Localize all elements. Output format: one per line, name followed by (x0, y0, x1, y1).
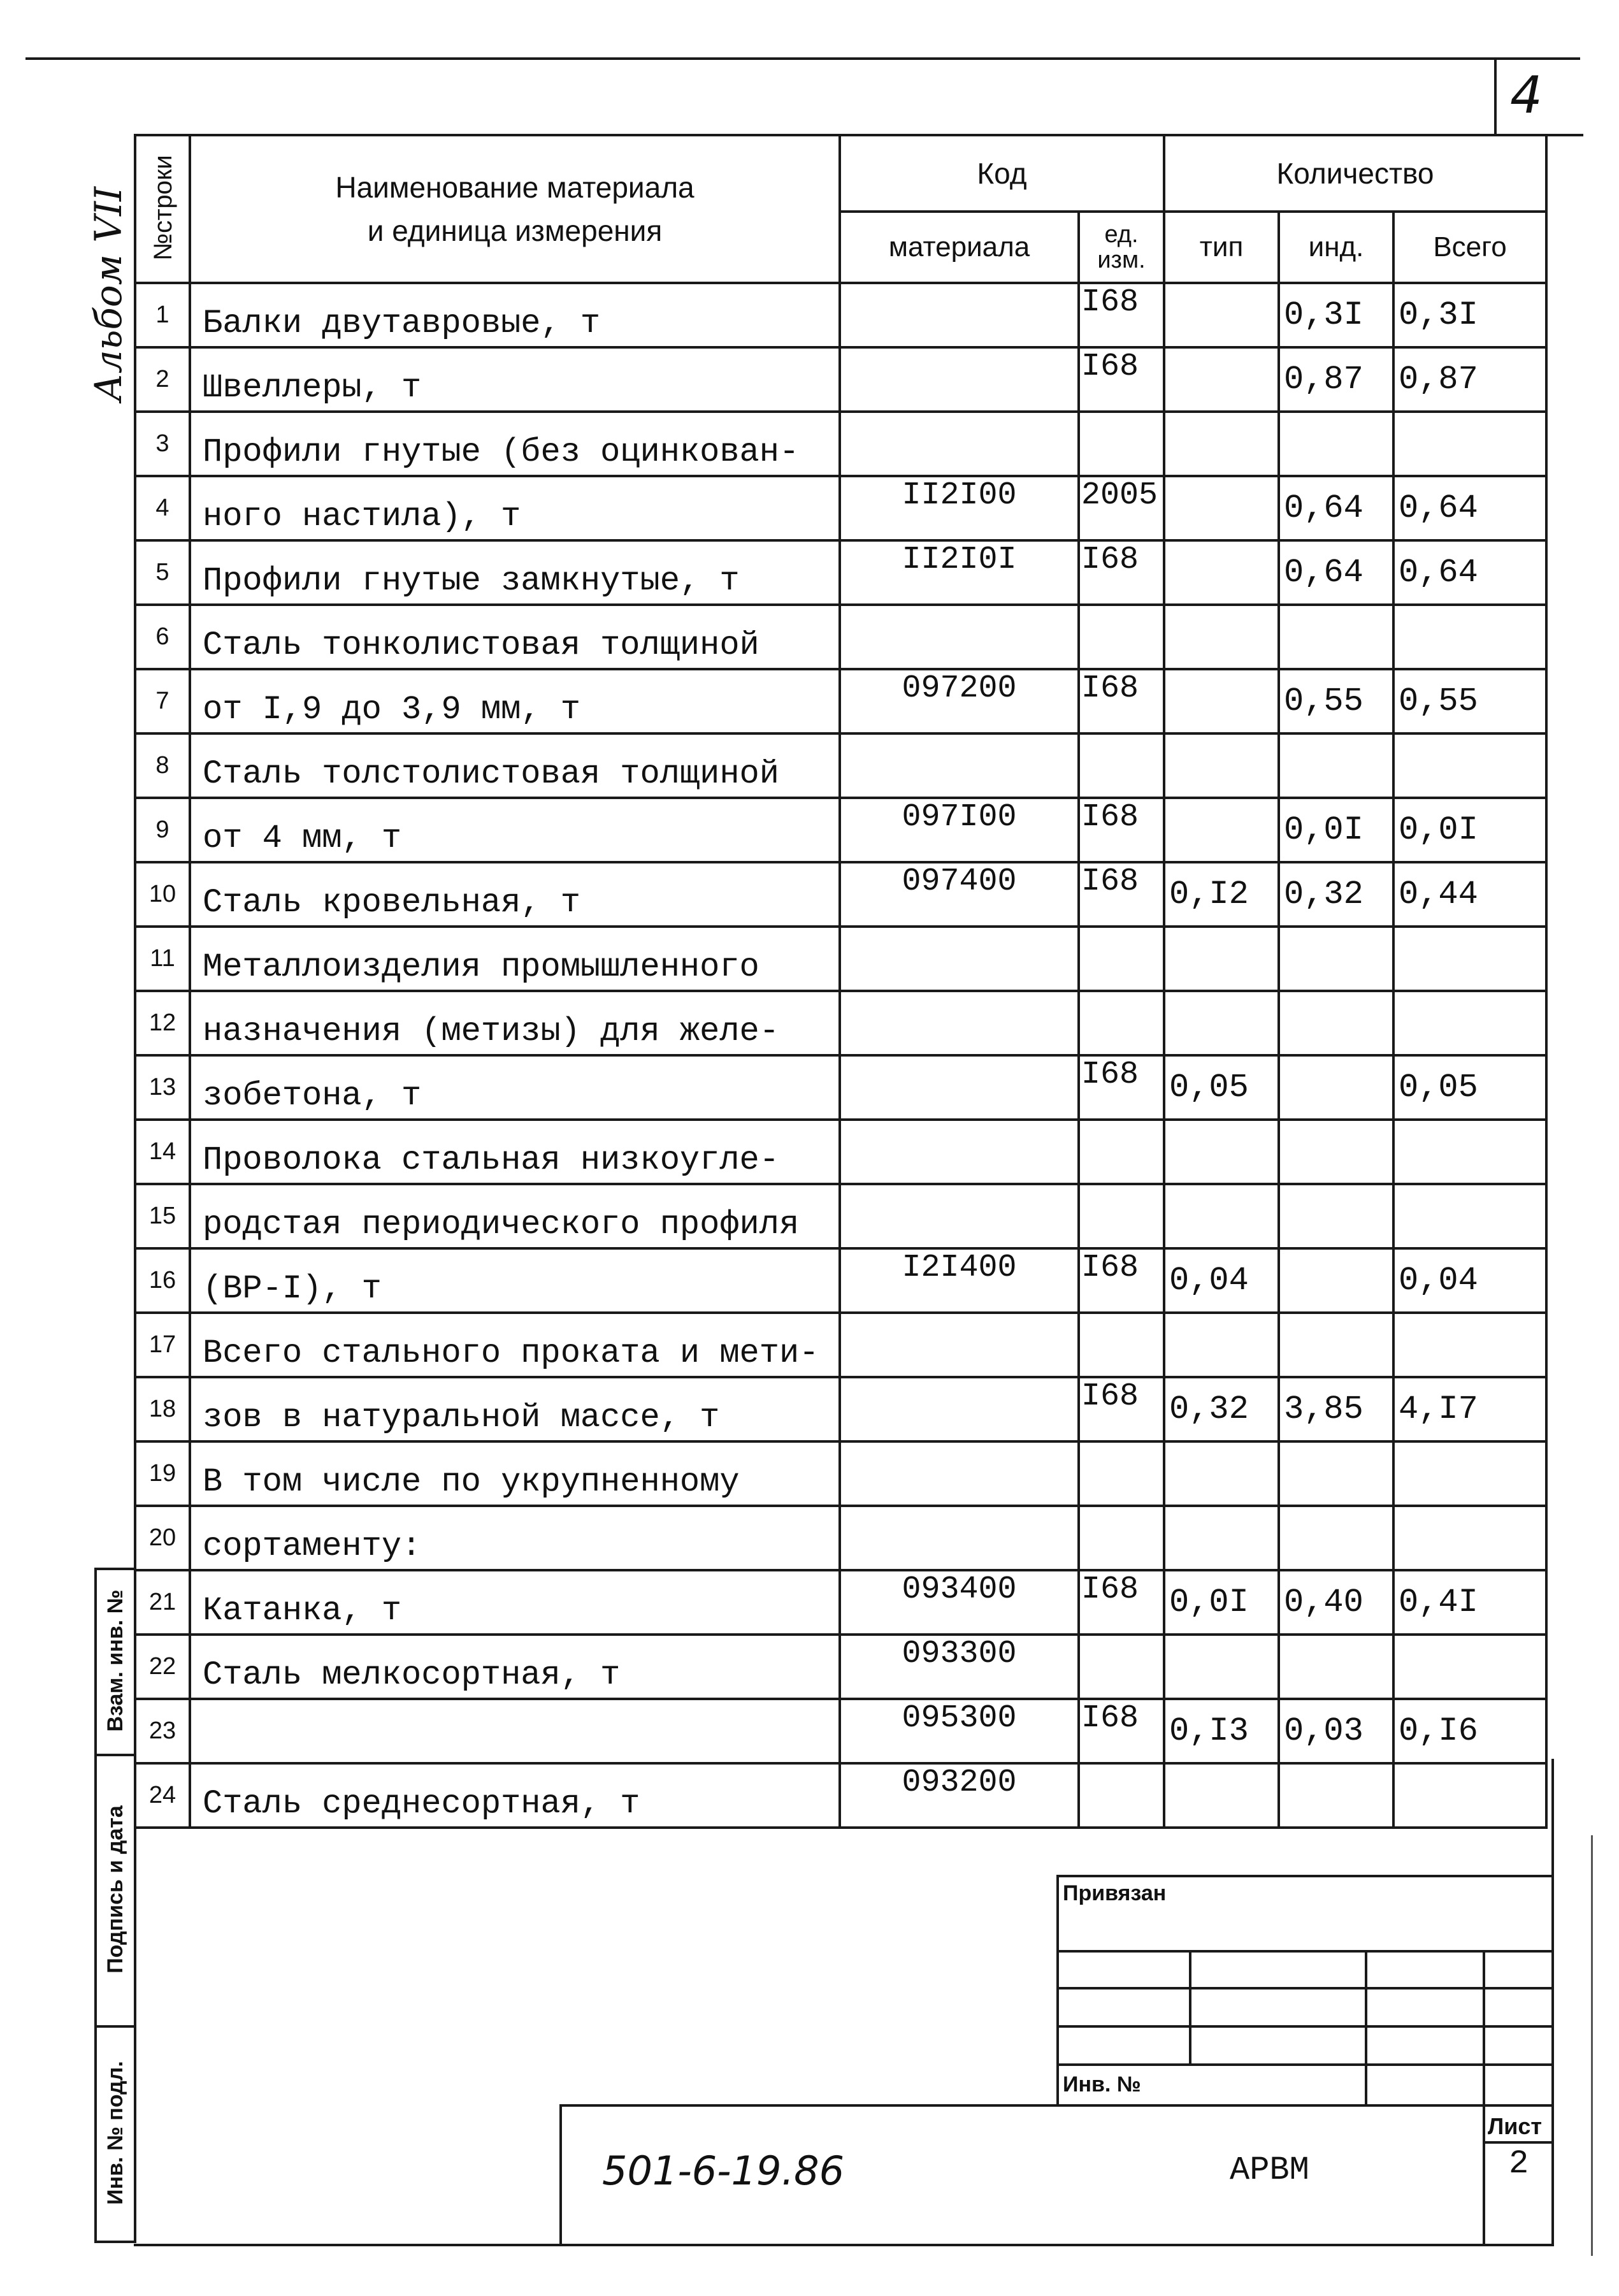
table-row (135, 605, 1546, 669)
material-code (840, 1184, 1079, 1248)
material-code: 093300 (840, 1635, 1079, 1699)
material-code (840, 991, 1079, 1055)
unit-code (1079, 1184, 1164, 1248)
material-name: Сталь толстолистовая толщиной (190, 733, 840, 798)
row-number: 16 (135, 1248, 190, 1313)
sheet-label: Лист (1488, 2113, 1543, 2139)
material-name: Сталь тонколистовая толщиной (190, 605, 840, 669)
table-row (135, 283, 1546, 347)
material-name: назначения (метизы) для желе- (190, 991, 840, 1055)
row-number: 20 (135, 1506, 190, 1570)
table-row (135, 862, 1546, 927)
qty-ind: 0,40 (1279, 1570, 1393, 1635)
tb-h4 (1056, 2063, 1554, 2066)
material-code (840, 412, 1079, 476)
side-stamp-podpis: Подпись и дата (103, 1805, 127, 1974)
qty-ind: 3,85 (1279, 1377, 1393, 1441)
row-number: 24 (135, 1763, 190, 1828)
qty-ind: 0,64 (1279, 540, 1393, 605)
qty-total (1393, 1506, 1546, 1570)
unit-code (1079, 1763, 1164, 1828)
qty-typ (1164, 1635, 1279, 1699)
table-row (135, 669, 1546, 733)
qty-total: 0,3I (1393, 283, 1546, 347)
table-row (135, 1763, 1546, 1828)
qty-ind (1279, 1184, 1393, 1248)
material-code: 097200 (840, 669, 1079, 733)
table-row (135, 1635, 1546, 1699)
qty-total (1393, 1184, 1546, 1248)
material-code (840, 1377, 1079, 1441)
qty-total (1393, 1763, 1546, 1828)
unit-code (1079, 1313, 1164, 1377)
table-row (135, 1441, 1546, 1506)
material-name: Балки двутавровые, т (190, 283, 840, 347)
material-name: зобетона, т (190, 1055, 840, 1120)
material-name: Профили гнутые замкнутые, т (190, 540, 840, 605)
material-name: Сталь мелкосортная, т (190, 1635, 840, 1699)
row-number: 17 (135, 1313, 190, 1377)
unit-code (1079, 1635, 1164, 1699)
unit-code: I68 (1079, 347, 1164, 412)
qty-ind (1279, 991, 1393, 1055)
side-stamp-inv-podl: Инв. № подл. (103, 2061, 127, 2205)
row-number: 7 (135, 669, 190, 733)
row-number: 14 (135, 1120, 190, 1184)
margin-sep-4 (94, 2241, 136, 2243)
unit-code (1079, 991, 1164, 1055)
doc-code: 501-6-19.86 (602, 2148, 845, 2194)
table-row (135, 1055, 1546, 1120)
tb-v3 (1483, 1950, 1485, 2246)
material-name: В том числе по укрупненному (190, 1441, 840, 1506)
qty-total: 0,55 (1393, 669, 1546, 733)
qty-ind (1279, 1055, 1393, 1120)
qty-total: 0,64 (1393, 540, 1546, 605)
unit-code: I68 (1079, 1377, 1164, 1441)
material-code (840, 1055, 1079, 1120)
tb-h2 (1056, 1987, 1554, 1989)
header-row-no (135, 135, 190, 283)
qty-total: 0,0I (1393, 798, 1546, 862)
qty-ind (1279, 1763, 1393, 1828)
row-number: 23 (135, 1699, 190, 1763)
tb-v2 (1365, 1950, 1367, 2104)
header-typ: тип (1164, 212, 1279, 283)
table-row (135, 798, 1546, 862)
material-name: Проволока стальная низкоугле- (190, 1120, 840, 1184)
qty-typ (1164, 798, 1279, 862)
unit-code (1079, 412, 1164, 476)
unit-code (1079, 1506, 1164, 1570)
table-row (135, 1248, 1546, 1313)
unit-code: I68 (1079, 1570, 1164, 1635)
unit-code (1079, 1120, 1164, 1184)
qty-ind (1279, 412, 1393, 476)
qty-typ (1164, 412, 1279, 476)
material-name: ного настила), т (190, 476, 840, 540)
tb-v1 (1189, 1950, 1191, 2066)
row-number: 8 (135, 733, 190, 798)
doc-block-left (559, 2104, 562, 2246)
row-number: 2 (135, 347, 190, 412)
row-number: 11 (135, 927, 190, 991)
material-name: родстая периодического профиля (190, 1184, 840, 1248)
table-row (135, 412, 1546, 476)
qty-total (1393, 1635, 1546, 1699)
table-row (135, 1506, 1546, 1570)
tb-left (1056, 1875, 1059, 2104)
row-number: 5 (135, 540, 190, 605)
qty-ind: 0,03 (1279, 1699, 1393, 1763)
qty-typ (1164, 540, 1279, 605)
qty-ind (1279, 1313, 1393, 1377)
right-edge-line (1591, 1835, 1593, 2256)
qty-ind: 0,64 (1279, 476, 1393, 540)
header-unit: ед. изм. (1079, 212, 1164, 283)
material-name: Катанка, т (190, 1570, 840, 1635)
row-number: 9 (135, 798, 190, 862)
qty-ind (1279, 1635, 1393, 1699)
qty-typ (1164, 1184, 1279, 1248)
unit-code: I68 (1079, 862, 1164, 927)
qty-typ: 0,I3 (1164, 1699, 1279, 1763)
table-row (135, 991, 1546, 1055)
unit-code (1079, 927, 1164, 991)
material-name: Профили гнутые (без оцинкован- (190, 412, 840, 476)
material-name: Сталь кровельная, т (190, 862, 840, 927)
qty-ind: 0,55 (1279, 669, 1393, 733)
margin-line-outer (94, 1568, 97, 2243)
qty-typ: 0,I2 (1164, 862, 1279, 927)
album-label: Альбом VII (87, 187, 130, 401)
qty-typ (1164, 1441, 1279, 1506)
material-code (840, 1313, 1079, 1377)
row-number: 22 (135, 1635, 190, 1699)
header-name: Наименование материала и единица измерения (190, 135, 840, 283)
top-rule (25, 57, 1580, 60)
qty-ind (1279, 1506, 1393, 1570)
material-name: Металлоизделия промышленного (190, 927, 840, 991)
doc-mark: АРВМ (1230, 2151, 1309, 2189)
row-number: 10 (135, 862, 190, 927)
qty-typ (1164, 476, 1279, 540)
qty-total: 0,05 (1393, 1055, 1546, 1120)
table-row (135, 927, 1546, 991)
qty-total: 0,44 (1393, 862, 1546, 927)
material-code: 093400 (840, 1570, 1079, 1635)
qty-typ (1164, 1763, 1279, 1828)
unit-code (1079, 733, 1164, 798)
header-code-group: Код (840, 135, 1164, 212)
material-code (840, 1120, 1079, 1184)
header-ind: инд. (1279, 212, 1393, 283)
row-number: 18 (135, 1377, 190, 1441)
qty-typ (1164, 347, 1279, 412)
qty-total (1393, 1441, 1546, 1506)
table-row (135, 1699, 1546, 1763)
table-row (135, 347, 1546, 412)
table-row (135, 540, 1546, 605)
header-row-no-text: №строки (149, 155, 177, 261)
materials-table (134, 134, 1548, 1829)
unit-code: I68 (1079, 540, 1164, 605)
table-row (135, 476, 1546, 540)
material-code (840, 605, 1079, 669)
qty-typ (1164, 605, 1279, 669)
unit-code: I68 (1079, 798, 1164, 862)
material-code (840, 347, 1079, 412)
qty-total: 0,04 (1393, 1248, 1546, 1313)
material-code (840, 283, 1079, 347)
tb-inv-no: Инв. № (1063, 2072, 1141, 2097)
qty-total: 0,64 (1393, 476, 1546, 540)
qty-typ (1164, 927, 1279, 991)
qty-ind (1279, 1120, 1393, 1184)
material-code: 095300 (840, 1699, 1079, 1763)
table-row (135, 1120, 1546, 1184)
qty-typ: 0,0I (1164, 1570, 1279, 1635)
material-code (840, 1441, 1079, 1506)
row-number: 21 (135, 1570, 190, 1635)
qty-ind (1279, 733, 1393, 798)
material-name: зов в натуральной массе, т (190, 1377, 840, 1441)
row-number: 19 (135, 1441, 190, 1506)
row-number: 1 (135, 283, 190, 347)
page-number-divider (1494, 57, 1497, 134)
material-name: Швеллеры, т (190, 347, 840, 412)
qty-ind: 0,3I (1279, 283, 1393, 347)
qty-typ (1164, 733, 1279, 798)
qty-typ (1164, 1120, 1279, 1184)
unit-code: I68 (1079, 1248, 1164, 1313)
qty-typ (1164, 669, 1279, 733)
side-stamp-vzam: Взам. инв. № (103, 1589, 127, 1732)
material-code: I2I400 (840, 1248, 1079, 1313)
tb-h3 (1056, 2025, 1554, 2028)
table-row (135, 1377, 1546, 1441)
qty-total (1393, 1313, 1546, 1377)
qty-typ: 0,04 (1164, 1248, 1279, 1313)
qty-total: 0,87 (1393, 347, 1546, 412)
qty-ind (1279, 927, 1393, 991)
material-code: II2I00 (840, 476, 1079, 540)
qty-total: 0,I6 (1393, 1699, 1546, 1763)
qty-total (1393, 927, 1546, 991)
table-row (135, 1570, 1546, 1635)
table-row (135, 733, 1546, 798)
qty-ind: 0,32 (1279, 862, 1393, 927)
material-code: 097400 (840, 862, 1079, 927)
unit-code: 2005 (1079, 476, 1164, 540)
material-code: II2I0I (840, 540, 1079, 605)
qty-total: 4,I7 (1393, 1377, 1546, 1441)
qty-typ: 0,32 (1164, 1377, 1279, 1441)
unit-code (1079, 1441, 1164, 1506)
row-number: 13 (135, 1055, 190, 1120)
qty-ind: 0,87 (1279, 347, 1393, 412)
material-name: сортаменту: (190, 1506, 840, 1570)
row-number: 15 (135, 1184, 190, 1248)
header-material: материала (840, 212, 1079, 283)
qty-ind: 0,0I (1279, 798, 1393, 862)
table-row (135, 1313, 1546, 1377)
material-name: от I,9 до 3,9 мм, т (190, 669, 840, 733)
table-row (135, 1184, 1546, 1248)
tb-privyazan: Привязан (1063, 1881, 1167, 1905)
material-name: от 4 мм, т (190, 798, 840, 862)
header-total: Всего (1393, 212, 1546, 283)
qty-ind (1279, 605, 1393, 669)
material-code (840, 927, 1079, 991)
material-name: Всего стального проката и мети- (190, 1313, 840, 1377)
row-number: 3 (135, 412, 190, 476)
qty-typ (1164, 1506, 1279, 1570)
doc-block-top (559, 2104, 1554, 2107)
qty-typ (1164, 1313, 1279, 1377)
frame-right (1551, 1759, 1554, 2246)
qty-typ (1164, 991, 1279, 1055)
row-number: 6 (135, 605, 190, 669)
qty-ind (1279, 1441, 1393, 1506)
qty-typ: 0,05 (1164, 1055, 1279, 1120)
header-quantity-group: Количество (1164, 135, 1546, 212)
unit-code: I68 (1079, 669, 1164, 733)
qty-total (1393, 412, 1546, 476)
unit-code: I68 (1079, 1055, 1164, 1120)
qty-total: 0,4I (1393, 1570, 1546, 1635)
material-name: Сталь среднесортная, т (190, 1763, 840, 1828)
sheet-sep (1483, 2141, 1554, 2144)
material-code (840, 733, 1079, 798)
material-code: 097I00 (840, 798, 1079, 862)
row-number: 4 (135, 476, 190, 540)
qty-total (1393, 605, 1546, 669)
unit-code (1079, 605, 1164, 669)
qty-total (1393, 1120, 1546, 1184)
sheet-number: 2 (1509, 2145, 1529, 2183)
qty-typ (1164, 283, 1279, 347)
row-number: 12 (135, 991, 190, 1055)
frame-bottom (134, 2244, 1554, 2246)
qty-total (1393, 991, 1546, 1055)
unit-code: I68 (1079, 1699, 1164, 1763)
material-name (190, 1699, 840, 1763)
tb-top (1056, 1875, 1554, 1877)
qty-ind (1279, 1248, 1393, 1313)
margin-sep-3 (94, 2025, 136, 2028)
material-code: 093200 (840, 1763, 1079, 1828)
qty-total (1393, 733, 1546, 798)
material-name: (ВР-I), т (190, 1248, 840, 1313)
tb-h1 (1056, 1950, 1554, 1953)
material-code (840, 1506, 1079, 1570)
unit-code: I68 (1079, 283, 1164, 347)
page-number: 4 (1510, 66, 1543, 125)
